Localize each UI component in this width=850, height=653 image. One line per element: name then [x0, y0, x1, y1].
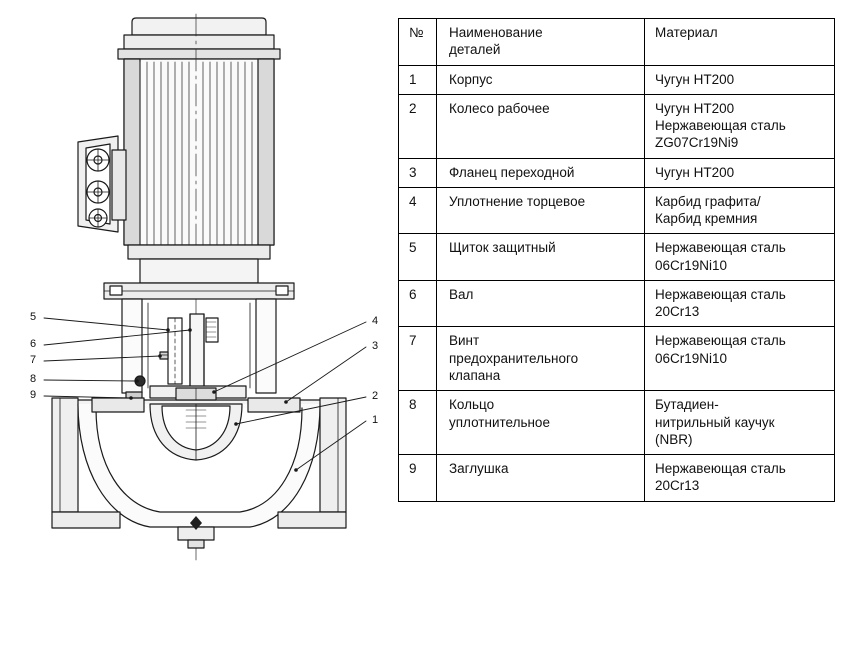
- table-row: [399, 391, 835, 455]
- row-part-name: [437, 158, 645, 187]
- table-row: [399, 234, 835, 281]
- callout-1: 1: [372, 414, 379, 426]
- row-part-name: [437, 187, 645, 234]
- row-material-line: Чугун HT200: [655, 164, 735, 180]
- row-material-line: Нержавеющая сталь: [655, 461, 786, 477]
- row-part-name: [437, 65, 645, 94]
- row-material-line: Карбид кремния: [655, 211, 758, 227]
- row-part-name: [437, 94, 645, 158]
- table-row: [399, 280, 835, 327]
- row-material-line: Нержавеющая сталь: [655, 286, 786, 302]
- row-material-line: Чугун HT200: [655, 100, 735, 116]
- header-material: Материал: [645, 19, 835, 66]
- callout-6: 6: [30, 338, 37, 350]
- table-row: [399, 455, 835, 502]
- row-material: [645, 158, 835, 187]
- row-part-name-line: клапана: [449, 367, 501, 383]
- row-part-name-line: Уплотнение торцевое: [449, 193, 586, 209]
- table-row: [399, 187, 835, 234]
- row-part-name-line: Щиток защитный: [449, 240, 556, 256]
- header-part-name-line1: Наименование: [449, 25, 543, 40]
- row-number: 5: [399, 234, 437, 281]
- row-material: [645, 234, 835, 281]
- row-part-name-line: Корпус: [449, 71, 493, 87]
- row-material: [645, 280, 835, 327]
- row-number: 6: [399, 280, 437, 327]
- row-part-name-line: Колесо рабочее: [449, 100, 550, 116]
- row-number: 2: [399, 94, 437, 158]
- row-part-name-line: Вал: [449, 286, 474, 302]
- row-material-line: ZG07Cr19Ni9: [655, 135, 739, 151]
- callout-3: 3: [372, 340, 379, 352]
- callout-5: 5: [30, 311, 37, 323]
- row-number: 9: [399, 455, 437, 502]
- pump-drawing-svg: [0, 0, 400, 653]
- row-number: 3: [399, 158, 437, 187]
- parts-table: [398, 18, 835, 502]
- table-row: [399, 327, 835, 391]
- row-material: [645, 187, 835, 234]
- callout-2: 2: [372, 390, 379, 402]
- callout-9: 9: [30, 389, 37, 401]
- row-material: [645, 455, 835, 502]
- callout-8: 8: [30, 373, 37, 385]
- row-number: 1: [399, 65, 437, 94]
- row-number: 4: [399, 187, 437, 234]
- pump-sectional-drawing: [0, 0, 400, 653]
- row-number: 8: [399, 391, 437, 455]
- table-row: [399, 65, 835, 94]
- row-material: [645, 94, 835, 158]
- row-part-name: [437, 455, 645, 502]
- row-number: 7: [399, 327, 437, 391]
- row-material-line: нитрильный каучук: [655, 414, 775, 430]
- row-part-name-line: Винт: [449, 333, 480, 349]
- row-material: [645, 391, 835, 455]
- row-material-line: Нержавеющая сталь: [655, 240, 786, 256]
- row-part-name-line: Заглушка: [449, 461, 509, 477]
- row-part-name: [437, 234, 645, 281]
- row-part-name: [437, 280, 645, 327]
- row-part-name-line: уплотнительное: [449, 414, 550, 430]
- row-material-line: 06Cr19Ni10: [655, 257, 728, 273]
- row-material-line: 06Cr19Ni10: [655, 350, 728, 366]
- row-part-name: [437, 391, 645, 455]
- row-material: [645, 327, 835, 391]
- row-material-line: Нержавеющая сталь: [655, 118, 786, 134]
- row-part-name-line: Кольцо: [449, 397, 495, 413]
- header-number: №: [399, 19, 437, 66]
- row-material-line: Нержавеющая сталь: [655, 333, 786, 349]
- row-material-line: Чугун HT200: [655, 71, 735, 87]
- row-part-name: [437, 327, 645, 391]
- table-row: [399, 94, 835, 158]
- row-part-name-line: предохранительного: [449, 350, 579, 366]
- callout-4: 4: [372, 315, 379, 327]
- header-part-name-line2: деталей: [449, 42, 501, 58]
- table-row: [399, 158, 835, 187]
- row-part-name-line: Фланец переходной: [449, 164, 575, 180]
- row-material: [645, 65, 835, 94]
- callout-7: 7: [30, 354, 37, 366]
- table-header-row: [399, 19, 835, 66]
- row-material-line: 20Cr13: [655, 304, 700, 320]
- row-material-line: (NBR): [655, 431, 693, 447]
- header-part-name: [437, 19, 645, 66]
- row-material-line: 20Cr13: [655, 478, 700, 494]
- row-material-line: Карбид графита/: [655, 193, 761, 209]
- row-material-line: Бутадиен-: [655, 397, 719, 413]
